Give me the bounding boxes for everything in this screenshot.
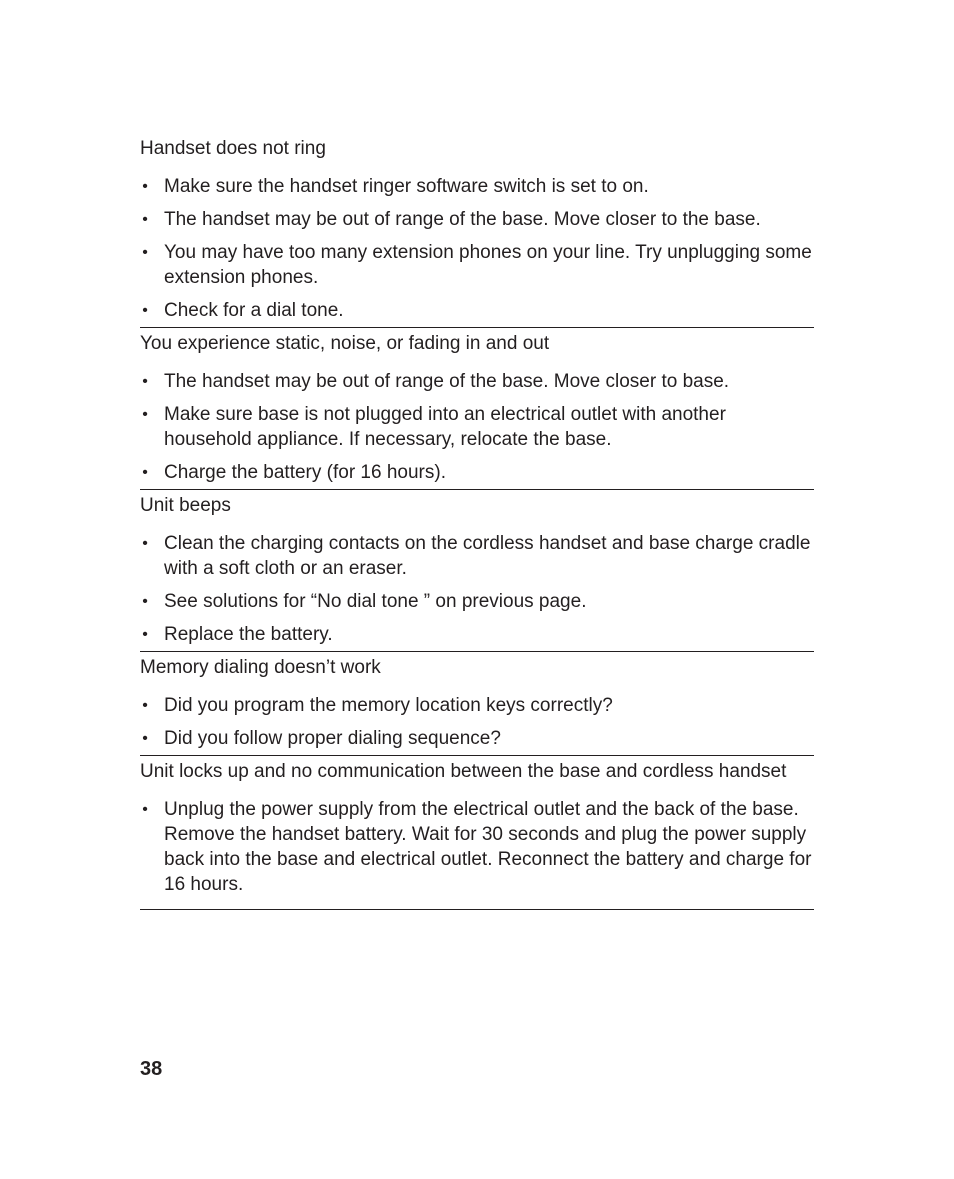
solution-list [140,369,814,485]
bullet-icon: • [142,801,148,818]
list-item-text: Make sure base is not plugged into an electrical outlet with another household appliance. If necessary, relocate the base. [164,404,726,450]
list-item [140,240,814,290]
list-item [140,174,814,199]
section-heading: Unit locks up and no communication between the base and cordless handset [140,761,787,782]
list-item-text: Replace the battery. [164,624,333,645]
section-heading: Handset does not ring [140,138,326,159]
list-item-text: Check for a dial tone. [164,300,344,321]
bullet-icon: • [142,178,148,195]
section-unit-locks-up [140,756,814,910]
section-unit-beeps [140,490,814,652]
bullet-icon: • [142,626,148,643]
list-item [140,726,814,751]
list-item-text: You may have too many extension phones on your line. Try unplugging some extension phones. [164,242,812,288]
bullet-icon: • [142,406,148,423]
section-handset-does-not-ring [140,136,814,328]
solution-list [140,531,814,647]
bullet-icon: • [142,373,148,390]
solution-list [140,797,814,897]
list-item-text: Did you program the memory location keys correctly? [164,695,613,716]
page-number: 38 [140,1058,163,1080]
troubleshooting-list [140,136,814,910]
list-item [140,402,814,452]
list-item [140,589,814,614]
list-item-text: Make sure the handset ringer software switch is set to on. [164,176,649,197]
bullet-icon: • [142,593,148,610]
list-item [140,797,814,897]
section-static-noise-fading [140,328,814,490]
section-heading: Unit beeps [140,495,231,516]
list-item-text: Clean the charging contacts on the cordless handset and base charge cradle with a soft cloth or an eraser. [164,533,811,579]
list-item-text: The handset may be out of range of the base. Move closer to the base. [164,209,761,230]
list-item-text: The handset may be out of range of the base. Move closer to base. [164,371,730,392]
list-item [140,369,814,394]
list-item [140,298,814,323]
section-heading: You experience static, noise, or fading in and out [140,333,550,354]
section-memory-dialing [140,652,814,756]
list-item [140,460,814,485]
bullet-icon: • [142,244,148,261]
bullet-icon: • [142,302,148,319]
bullet-icon: • [142,535,148,552]
list-item-text: Did you follow proper dialing sequence? [164,728,501,749]
list-item [140,207,814,232]
bullet-icon: • [142,730,148,747]
list-item-text: Charge the battery (for 16 hours). [164,462,446,483]
list-item-text: Unplug the power supply from the electrical outlet and the back of the base. Remove the handset battery. Wait for 30 seconds and plug the power supply back into the base and electrical outlet. Reconnect the battery and charge for 16 hours. [164,799,812,895]
list-item [140,693,814,718]
bullet-icon: • [142,211,148,228]
solution-list [140,174,814,323]
bullet-icon: • [142,464,148,481]
bullet-icon: • [142,697,148,714]
list-item [140,622,814,647]
section-heading: Memory dialing doesn’t work [140,657,381,678]
list-item [140,531,814,581]
solution-list [140,693,814,751]
list-item-text: See solutions for “No dial tone ” on previous page. [164,591,587,612]
